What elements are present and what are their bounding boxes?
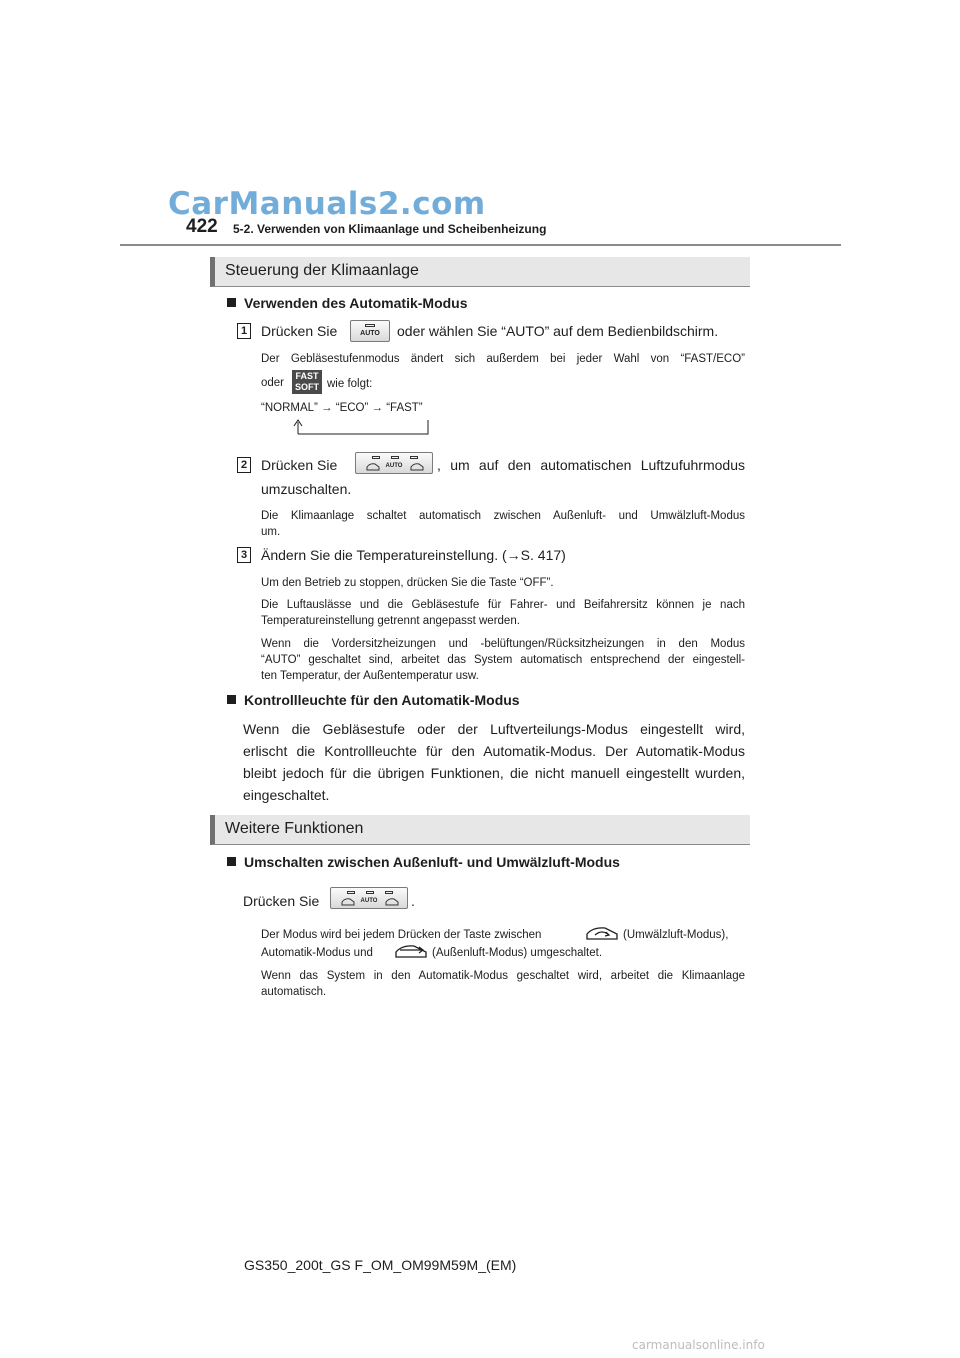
page-number: 422 [186, 216, 218, 237]
step3-note: “AUTO” geschaltet sind, arbeitet das System automatisch entsprechend der eingestell- [261, 654, 745, 666]
footer-document-code: GS350_200t_GS F_OM_OM99M59M_(EM) [244, 1257, 517, 1273]
step3-note: Temperatureinstellung getrennt angepasst werden. [261, 615, 520, 627]
bullet-square-icon [227, 695, 236, 704]
chapter-title: 5-2. Verwenden von Klimaanlage und Scheibenheizung [233, 222, 547, 236]
air-switch-note: Der Modus wird bei jedem Drücken der Taste zwischen [261, 929, 542, 941]
fast-soft-button-icon: FAST SOFT [292, 370, 322, 394]
step3-note: Um den Betrieb zu stoppen, drücken Sie die Taste “OFF”. [261, 577, 554, 589]
step2-text-before: Drücken Sie [261, 457, 338, 473]
step-number-2: 2 [237, 457, 251, 473]
step-number-3: 3 [237, 547, 251, 563]
step2-text-after: , um auf den automatischen Luftzufuhrmodus [437, 457, 745, 473]
step3-note: Wenn die Vordersitzheizungen und -belüftungen/Rücksitzheizungen in den Modus [261, 638, 745, 650]
indicator-text: eingeschaltet. [243, 787, 330, 803]
section-title: Weitere Funktionen [225, 820, 364, 837]
bullet-square-icon [227, 857, 236, 866]
air-intake-button-icon: AUTO [330, 887, 408, 909]
indicator-text: erlischt die Kontrollleuchte für den Automatik-Modus. Der Automatik-Modus [243, 743, 745, 759]
step3-note: Die Luftauslässe und die Gebläsestufe für Fahrer- und Beifahrersitz können je nach [261, 599, 745, 611]
subheading-auto-mode: Verwenden des Automatik-Modus [227, 295, 468, 311]
air-switch-text-before: Drücken Sie [243, 893, 320, 909]
air-switch-text-after: . [411, 893, 415, 909]
step3-note: ten Temperatur, der Außentemperatur usw. [261, 670, 479, 682]
step1-text-before: Drücken Sie [261, 323, 338, 339]
air-switch-note: Wenn das System in den Automatik-Modus geschaltet wird, arbeitet die Klimaanlage [261, 970, 745, 982]
step1-note-wie: wie folgt: [327, 378, 373, 390]
step-number-1: 1 [237, 323, 251, 339]
indicator-text: bleibt jedoch für die übrigen Funktionen, die nicht manuell eingestellt wurden, [243, 765, 745, 781]
step1-note-oder: oder [261, 377, 285, 389]
recirculation-mode-icon [585, 924, 621, 942]
watermark-url: carmanualsonline.info [632, 1338, 765, 1352]
auto-button-icon: AUTO [350, 320, 390, 342]
step2-text-line2: umzuschalten. [261, 481, 352, 497]
air-intake-button-icon: AUTO [355, 452, 433, 474]
subheading-indicator: Kontrollleuchte für den Automatik-Modus [227, 692, 520, 708]
step2-note-line2: um. [261, 526, 281, 538]
air-switch-note: automatisch. [261, 986, 327, 998]
sequence-loop-arrow-icon [290, 418, 432, 436]
step1-note: Der Gebläsestufenmodus ändert sich außerdem bei jeder Wahl von “FAST/ECO” [261, 353, 745, 365]
mode-sequence: “NORMAL” → “ECO” → “FAST” [261, 402, 423, 414]
subheading-air-switch: Umschalten zwischen Außenluft- und Umwälzluft-Modus [227, 854, 620, 870]
outside-air-mode-icon [394, 942, 430, 960]
watermark-logo: CarManuals2.com [168, 186, 486, 222]
indicator-text: Wenn die Gebläsestufe oder der Luftverteilungs-Modus eingestellt wird, [243, 721, 745, 737]
air-switch-note: Automatik-Modus und [261, 947, 373, 959]
section-title: Steuerung der Klimaanlage [225, 262, 419, 279]
header-rule [120, 244, 841, 246]
bullet-square-icon [227, 298, 236, 307]
section-heading-climate-control [210, 257, 750, 287]
step1-text-after: oder wählen Sie “AUTO” auf dem Bedienbildschirm. [397, 323, 719, 339]
step3-text: Ändern Sie die Temperatureinstellung. (→S. 417) [261, 547, 566, 563]
air-switch-note: (Umwälzluft-Modus), [623, 929, 729, 941]
step2-note-line1: Die Klimaanlage schaltet automatisch zwischen Außenluft- und Umwälzluft-Modus [261, 510, 745, 522]
section-heading-other-functions [210, 815, 750, 845]
air-switch-note: (Außenluft-Modus) umgeschaltet. [432, 947, 603, 959]
